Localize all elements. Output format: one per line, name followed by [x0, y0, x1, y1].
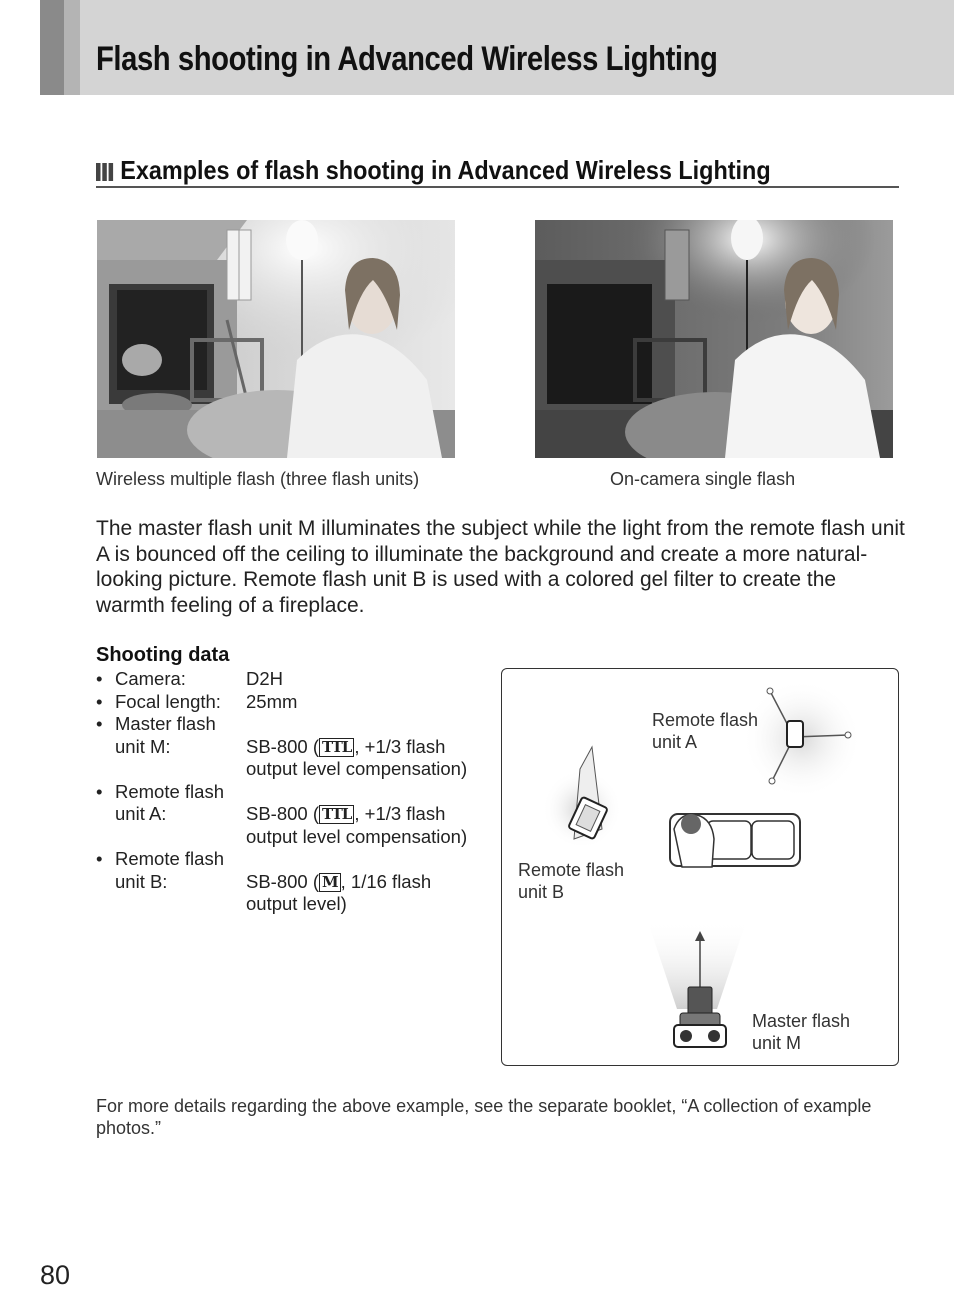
- header-accent-bar: [40, 0, 64, 95]
- page-number: 80: [40, 1260, 71, 1290]
- spec-remote-flash-a: [96, 781, 496, 849]
- spec-label: [115, 848, 246, 916]
- spec-label-line2: unit A:: [115, 803, 167, 824]
- shooting-data-list: [96, 668, 496, 916]
- bullet: •: [96, 780, 103, 802]
- remote-flash-b-icon: [542, 747, 622, 849]
- section-title-text: Examples of flash shooting in Advanced Wireless Lighting: [120, 155, 771, 185]
- spec-master-flash: [96, 713, 496, 781]
- spec-label: Camera:: [115, 668, 186, 689]
- spec-focal-length: [96, 691, 496, 714]
- spec-value-post: , 1/16 flash output level): [246, 870, 432, 914]
- photo-wireless-multiple-flash: [97, 220, 455, 458]
- spec-label-line1: Master flash: [115, 713, 216, 734]
- flash-setup-diagram: [501, 668, 899, 1066]
- master-flash-camera-icon: [647, 919, 747, 1047]
- spec-value: D2H: [246, 668, 284, 689]
- spec-value-pre: SB-800 (: [246, 803, 320, 824]
- bullet: •: [96, 848, 103, 869]
- page-title: Flash shooting in Advanced Wireless Lighting: [96, 40, 718, 78]
- caption-left: Wireless multiple flash (three flash units): [96, 469, 420, 489]
- bullet: •: [96, 713, 103, 734]
- spec-label: [115, 781, 246, 849]
- ttl-mode-icon: TTL: [319, 738, 354, 757]
- spec-label-line2: unit M:: [115, 735, 171, 757]
- bullet: •: [96, 690, 103, 712]
- spec-remote-flash-b: [96, 848, 496, 916]
- label-remote-flash-b: Remote flash unit B: [518, 860, 625, 902]
- label-remote-flash-a: Remote flash unit A: [652, 710, 759, 752]
- footnote: For more details regarding the above example, see the separate booklet, “A collection of example photos.”: [96, 1096, 872, 1138]
- spec-label-line2: unit B:: [115, 870, 168, 892]
- section-bars-icon: [96, 157, 115, 188]
- spec-label: [115, 713, 246, 781]
- caption-right: On-camera single flash: [610, 469, 796, 489]
- subject-sofa-icon: [670, 814, 800, 867]
- spec-value-pre: SB-800 (: [246, 735, 320, 757]
- spec-value-post: , +1/3 flash output level compensation): [246, 735, 468, 779]
- remote-flash-a-icon: [742, 679, 862, 799]
- spec-label-line1: Remote flash: [115, 780, 224, 802]
- section-heading: [96, 155, 771, 188]
- spec-value: 25mm: [246, 690, 298, 712]
- ttl-mode-icon: TTL: [319, 805, 354, 824]
- photo-on-camera-single-flash: [535, 220, 893, 458]
- section-rule: [96, 186, 899, 188]
- manual-mode-icon: M: [319, 873, 341, 892]
- description-paragraph: The master flash unit M illuminates the subject while the light from the remote flash unit A is bounced off the ceiling to illuminate the background and create a more natural-looking picture. Remote flash unit B is used with a colored gel filter to create the warmth feeling of a fireplace.: [96, 517, 905, 617]
- spec-value: [246, 713, 476, 781]
- spec-value: [246, 848, 476, 916]
- spec-label: Focal length:: [115, 690, 221, 712]
- spec-value: [246, 781, 476, 849]
- shooting-data-title: Shooting data: [96, 644, 230, 666]
- spec-value-post: , +1/3 flash output level compensation): [246, 803, 468, 847]
- spec-value-pre: SB-800 (: [246, 870, 320, 892]
- label-master-flash-m: Master flash unit M: [752, 1011, 851, 1053]
- header-accent-bar-light: [64, 0, 80, 95]
- spec-label-line1: Remote flash: [115, 848, 224, 869]
- spec-camera: [96, 668, 496, 691]
- bullet: •: [96, 668, 103, 689]
